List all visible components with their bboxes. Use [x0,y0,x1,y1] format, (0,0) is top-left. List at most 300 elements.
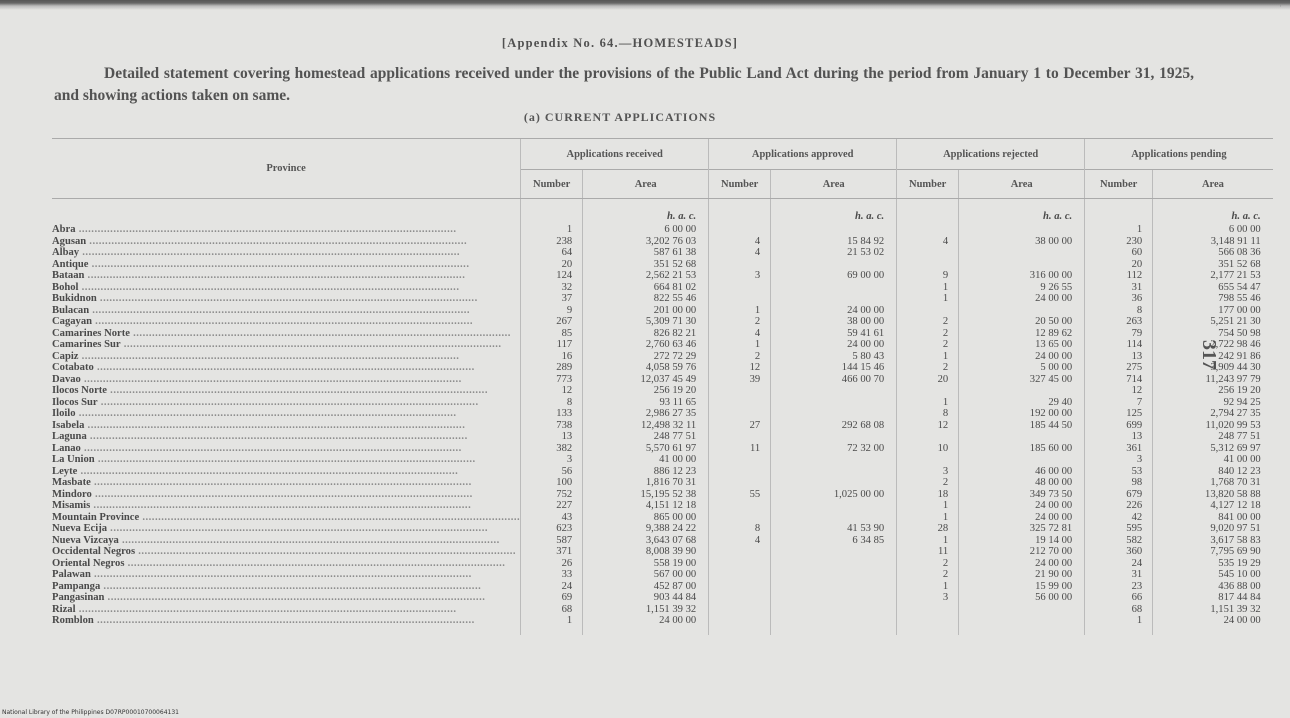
rejected-area: 327 45 00 [959,374,1085,386]
units-spacer [1085,199,1153,225]
rejected-area: 9 26 55 [959,282,1085,294]
pending-number: 263 [1085,316,1153,328]
received-number: 227 [521,500,583,512]
pending-area: 754 50 98 [1153,328,1273,340]
received-area: 248 77 51 [583,431,709,443]
province-label: Masbate [52,477,91,488]
approved-area [771,592,897,604]
pending-number: 114 [1085,339,1153,351]
province-name [52,443,521,455]
received-area: 6 00 00 [583,224,709,236]
rejected-number: 2 [897,477,959,489]
pending-number: 699 [1085,420,1153,432]
pending-number: 12 [1085,385,1153,397]
dot-leader: ........................................................................................................................ [90,569,472,580]
received-area: 93 11 65 [583,397,709,409]
pending-number: 361 [1085,443,1153,455]
pending-area: 92 94 25 [1153,397,1273,409]
dot-leader: ........................................................................................................................ [79,247,461,258]
pending-number: 679 [1085,489,1153,501]
approved-number [709,546,771,558]
rejected-number [897,224,959,236]
pending-area: 566 08 36 [1153,247,1273,259]
received-number: 238 [521,236,583,248]
pending-area: 436 88 00 [1153,581,1273,593]
province-name [52,500,521,512]
table-row [52,477,1273,489]
approved-number: 1 [709,339,771,351]
approved-number [709,454,771,466]
province-label: Bataan [52,270,85,281]
pending-number: 714 [1085,374,1153,386]
rejected-number [897,305,959,317]
province-name [52,420,521,432]
rejected-area [959,385,1085,397]
received-area: 567 00 00 [583,569,709,581]
province-label: Capiz [52,350,79,362]
pending-area: 177 00 00 [1153,305,1273,317]
province-name [52,569,521,581]
area-header: Area [583,170,709,199]
rejected-area: 19 14 00 [959,535,1085,547]
rejected-number: 2 [897,558,959,570]
pending-area: 41 00 00 [1153,454,1273,466]
rejected-area: 12 89 62 [959,328,1085,340]
province-label: Bukidnon [52,293,97,304]
table-row [52,558,1273,570]
pending-number: 13 [1085,431,1153,443]
received-number: 124 [521,270,583,282]
pending-area: 256 19 20 [1153,385,1273,397]
rejected-area: 13 65 00 [959,339,1085,351]
approved-area [771,408,897,420]
dot-leader: ........................................................................................................................ [96,293,478,304]
rejected-area [959,247,1085,259]
rejected-number: 1 [897,351,959,363]
received-number: 68 [521,604,583,616]
province-label: Ilocos Norte [52,385,108,396]
rejected-area: 38 00 00 [959,236,1085,248]
dot-leader: ........................................................................................................................ [91,488,473,500]
pending-area: 3,148 91 11 [1153,236,1273,248]
table-row [52,489,1273,501]
received-area: 1,816 70 31 [583,477,709,489]
rejected-area: 185 44 50 [959,420,1085,432]
approved-area [771,500,897,512]
dot-leader: ........................................................................................................................ [84,270,466,281]
rejected-number: 8 [897,408,959,420]
pending-area: 3,909 44 30 [1153,362,1273,374]
received-area: 558 19 00 [583,558,709,570]
table-row [52,443,1273,455]
rejected-area [959,454,1085,466]
number-header: Number [709,170,771,199]
rejected-area: 316 00 00 [959,270,1085,282]
rejected-number: 18 [897,489,959,501]
province-name [52,592,521,604]
units-row [52,199,1273,225]
dot-leader: ........................................................................................................................ [75,603,457,615]
dot-leader: ........................................................................................................................ [80,373,462,385]
dot-leader: ........................................................................................................................ [93,615,475,626]
table-row [52,535,1273,547]
dot-leader: ........................................................................................................................ [78,281,460,293]
dot-leader: ........................................................................................................................ [118,534,500,546]
rejected-number [897,431,959,443]
approved-area [771,385,897,397]
pending-area: 5,251 21 30 [1153,316,1273,328]
table-row [52,454,1273,466]
received-area: 886 12 23 [583,466,709,478]
received-number: 13 [521,431,583,443]
dot-leader: ........................................................................................................................ [135,546,517,557]
received-number: 8 [521,397,583,409]
table-row [52,512,1273,524]
rejected-area [959,431,1085,443]
rejected-area [959,224,1085,236]
approved-number: 4 [709,236,771,248]
pending-area: 24 00 00 [1153,615,1273,635]
province-name [52,282,521,294]
received-area: 2,760 63 46 [583,339,709,351]
approved-area [771,293,897,305]
rejected-number: 1 [897,282,959,294]
received-number: 37 [521,293,583,305]
dot-leader: ........................................................................................................................ [124,557,506,569]
received-area: 9,388 24 22 [583,523,709,535]
pending-number: 582 [1085,535,1153,547]
dot-leader: ........................................................................................................................ [75,224,457,235]
rejected-number: 9 [897,270,959,282]
received-number: 289 [521,362,583,374]
received-area: 3,643 07 68 [583,535,709,547]
rejected-area: 20 50 00 [959,316,1085,328]
dot-leader: ........................................................................................................................ [93,362,475,373]
approved-number [709,282,771,294]
table-row [52,328,1273,340]
rejected-area: 349 73 50 [959,489,1085,501]
approved-number [709,259,771,271]
approved-area: 24 00 00 [771,339,897,351]
approved-number: 39 [709,374,771,386]
dot-leader: ........................................................................................................................ [107,385,488,396]
pending-area: 2,177 21 53 [1153,270,1273,282]
approved-number: 4 [709,328,771,340]
pending-number: 226 [1085,500,1153,512]
units-spacer [709,199,771,225]
received-area: 201 00 00 [583,305,709,317]
rejected-number: 10 [897,443,959,455]
table-row [52,408,1273,420]
approved-number [709,604,771,616]
dot-leader: ........................................................................................................................ [129,327,511,339]
approved-number [709,408,771,420]
pending-number: 1 [1085,224,1153,236]
rejected-area: 15 99 00 [959,581,1085,593]
approved-number: 3 [709,270,771,282]
pending-area: 2,722 98 46 [1153,339,1273,351]
dot-leader: ........................................................................................................................ [88,258,470,270]
province-name [52,385,521,397]
province-name [52,293,521,305]
received-number: 382 [521,443,583,455]
province-name [52,397,521,409]
dot-leader: ........................................................................................................................ [100,580,482,592]
rejected-area: 192 00 00 [959,408,1085,420]
pending-number: 112 [1085,270,1153,282]
received-area: 822 55 46 [583,293,709,305]
dot-leader: ........................................................................................................................ [90,477,472,488]
pending-area: 13,820 58 88 [1153,489,1273,501]
received-area: 2,562 21 53 [583,270,709,282]
province-name [52,236,521,248]
province-label: Leyte [52,465,78,477]
pending-area: 4,127 12 18 [1153,500,1273,512]
pending-area: 3,617 58 83 [1153,535,1273,547]
received-number: 1 [521,224,583,236]
rejected-number [897,615,959,635]
received-area: 351 52 68 [583,259,709,271]
received-number: 56 [521,466,583,478]
received-number: 623 [521,523,583,535]
rejected-area: 24 00 00 [959,512,1085,524]
approved-area: 15 84 92 [771,236,897,248]
province-name [52,454,521,466]
rejected-number: 28 [897,523,959,535]
table-row [52,259,1273,271]
dot-leader: ........................................................................................................................ [139,511,521,523]
received-number: 24 [521,581,583,593]
pending-number: 24 [1085,558,1153,570]
pending-number: 3 [1085,454,1153,466]
province-label: Nueva Vizcaya [52,534,119,546]
approved-area [771,581,897,593]
province-label: Lanao [52,442,81,454]
received-number: 43 [521,512,583,524]
province-name [52,477,521,489]
dot-leader: ........................................................................................................................ [120,339,502,350]
table-row [52,581,1273,593]
province-name [52,489,521,501]
received-number: 100 [521,477,583,489]
rejected-area: 24 00 00 [959,558,1085,570]
rejected-number: 1 [897,293,959,305]
received-number: 33 [521,569,583,581]
table-row [52,523,1273,535]
received-area: 1,151 39 32 [583,604,709,616]
dot-leader: ........................................................................................................................ [86,431,468,442]
table-row [52,420,1273,432]
approved-area [771,546,897,558]
approved-number: 2 [709,316,771,328]
table-row [52,270,1273,282]
province-label: Romblon [52,615,94,626]
pending-number: 125 [1085,408,1153,420]
received-area: 826 82 21 [583,328,709,340]
units-spacer [521,199,583,225]
pending-number: 79 [1085,328,1153,340]
rejected-area: 29 40 [959,397,1085,409]
dot-leader: ........................................................................................................................ [97,396,479,408]
rejected-number: 2 [897,362,959,374]
table-row [52,615,1273,635]
province-label: Davao [52,373,81,385]
received-area: 12,498 32 11 [583,420,709,432]
received-number: 773 [521,374,583,386]
rejected-area: 21 90 00 [959,569,1085,581]
rejected-number: 12 [897,420,959,432]
rejected-number: 1 [897,512,959,524]
dot-leader: ........................................................................................................................ [89,304,471,316]
area-header: Area [959,170,1085,199]
province-label: Pampanga [52,580,101,592]
table-row [52,339,1273,351]
group-header-pending: Applications pending [1085,139,1273,170]
province-name [52,247,521,259]
approved-number [709,431,771,443]
rejected-area: 46 00 00 [959,466,1085,478]
approved-number: 2 [709,351,771,363]
approved-number [709,558,771,570]
group-header-rejected: Applications rejected [897,139,1085,170]
rejected-number [897,604,959,616]
pending-number: 23 [1085,581,1153,593]
pending-area: 2,794 27 35 [1153,408,1273,420]
province-name [52,316,521,328]
rejected-area: 48 00 00 [959,477,1085,489]
approved-area [771,397,897,409]
rejected-number [897,259,959,271]
province-label: Camarines Sur [52,339,121,350]
received-area: 903 44 84 [583,592,709,604]
province-name [52,523,521,535]
rejected-number: 1 [897,535,959,547]
province-label: Agusan [52,235,87,247]
approved-number: 55 [709,489,771,501]
table-row [52,374,1273,386]
approved-number: 11 [709,443,771,455]
table-row [52,305,1273,317]
province-label: Occidental Negros [52,546,136,557]
rejected-area [959,259,1085,271]
pending-number: 98 [1085,477,1153,489]
table-row [52,466,1273,478]
received-area: 2,986 27 35 [583,408,709,420]
received-number: 69 [521,592,583,604]
province-name [52,328,521,340]
approved-number: 4 [709,535,771,547]
province-name [52,270,521,282]
received-number: 85 [521,328,583,340]
approved-area: 6 34 85 [771,535,897,547]
approved-number [709,397,771,409]
dot-leader: ........................................................................................................................ [75,408,457,419]
pending-number: 53 [1085,466,1153,478]
province-name [52,604,521,616]
rejected-area: 325 72 81 [959,523,1085,535]
province-name [52,224,521,236]
approved-area: 292 68 08 [771,420,897,432]
province-name [52,305,521,317]
approved-number [709,477,771,489]
pending-area: 798 55 46 [1153,293,1273,305]
rejected-number: 2 [897,316,959,328]
rejected-number: 2 [897,328,959,340]
number-header: Number [897,170,959,199]
pending-area: 841 00 00 [1153,512,1273,524]
pending-number: 60 [1085,247,1153,259]
pending-area: 11,020 99 53 [1153,420,1273,432]
received-area: 41 00 00 [583,454,709,466]
dot-leader: ........................................................................................................................ [80,442,462,454]
pending-area: 11,243 97 79 [1153,374,1273,386]
approved-area: 41 53 90 [771,523,897,535]
rejected-area: 24 00 00 [959,293,1085,305]
approved-area: 59 41 61 [771,328,897,340]
pending-number: 230 [1085,236,1153,248]
approved-area: 5 80 43 [771,351,897,363]
approved-number: 8 [709,523,771,535]
rejected-area [959,604,1085,616]
received-number: 16 [521,351,583,363]
dot-leader: ........................................................................................................................ [86,235,468,247]
pending-area: 9,020 97 51 [1153,523,1273,535]
province-name [52,535,521,547]
province-label: Isabela [52,419,85,431]
received-number: 752 [521,489,583,501]
province-name [52,615,521,635]
province-label: Mountain Province [52,511,140,523]
rejected-number: 20 [897,374,959,386]
units-spacer [52,199,521,225]
pending-area: 655 54 47 [1153,282,1273,294]
rejected-number [897,454,959,466]
number-header: Number [521,170,583,199]
province-name [52,408,521,420]
province-name [52,374,521,386]
table-row [52,385,1273,397]
pending-number: 7 [1085,397,1153,409]
table-row [52,604,1273,616]
dot-leader: ........................................................................................................................ [107,523,488,534]
statement-description: Detailed statement covering homestead applications received under the provisions of the Public Land Act during the period from January 1 to December 31, 1925, and showing actions taken on same. [54,65,1194,104]
received-number: 32 [521,282,583,294]
pending-number: 31 [1085,282,1153,294]
pending-area: 1,768 70 31 [1153,477,1273,489]
province-label: Oriental Negros [52,557,125,569]
table-row [52,236,1273,248]
table-row [52,592,1273,604]
received-number: 587 [521,535,583,547]
rejected-area [959,305,1085,317]
number-header: Number [1085,170,1153,199]
received-area: 452 87 00 [583,581,709,593]
table-row [52,500,1273,512]
rejected-number: 3 [897,466,959,478]
approved-number [709,293,771,305]
province-label: Misamis [52,500,91,511]
approved-number [709,569,771,581]
units-label: h. a. c. [959,199,1085,225]
dot-leader: ........................................................................................................................ [78,350,460,362]
province-name [52,259,521,271]
corner-mark: · [1279,2,1282,12]
scan-top-edge [0,0,1290,10]
received-number: 20 [521,259,583,271]
appendix-heading: [Appendix No. 64.—HOMESTEADS] [501,36,739,50]
pending-number: 595 [1085,523,1153,535]
table-body [52,199,1273,635]
